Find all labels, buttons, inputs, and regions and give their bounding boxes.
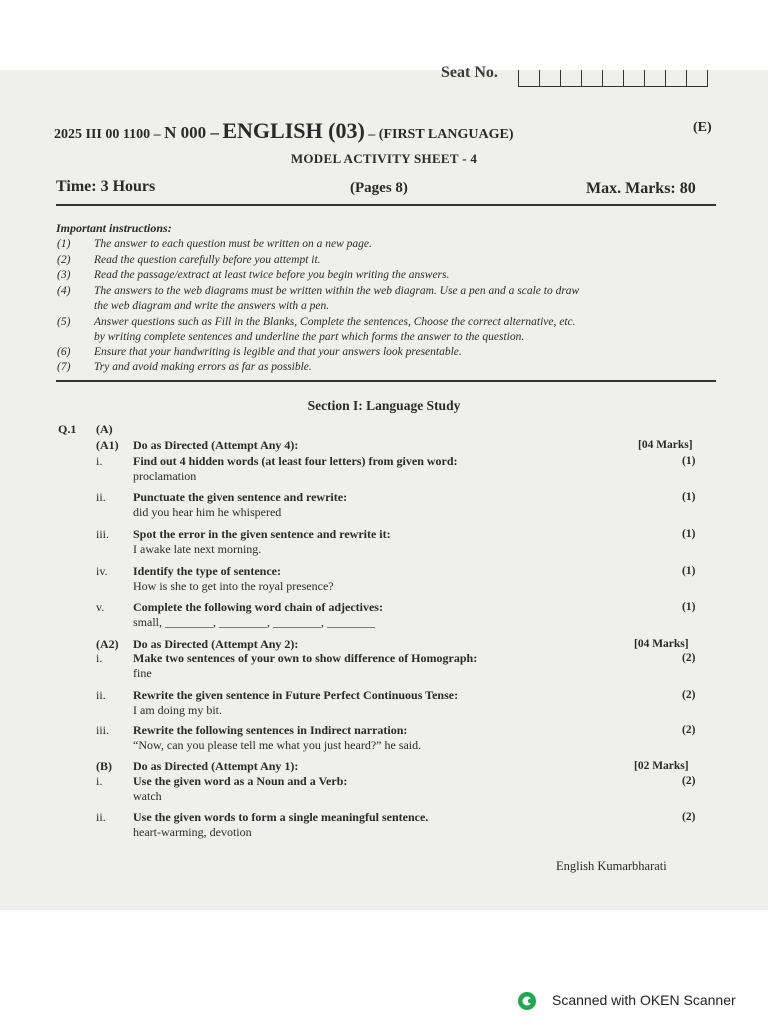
a1-marks: [04 Marks] (638, 439, 693, 451)
item-marks: (2) (682, 811, 696, 823)
instruction-text: the web diagram and write the answers with a pen. (94, 300, 330, 312)
item-number: i. (96, 774, 103, 788)
item-number: iii. (96, 527, 110, 541)
instruction-text: Read the question carefully before you attempt it. (94, 254, 321, 266)
item-number: ii. (96, 688, 106, 702)
instruction-text: by writing complete sentences and underline the part which forms the answer to the question. (94, 331, 525, 343)
instructions-divider (56, 380, 716, 382)
seat-number-boxes (518, 70, 708, 87)
item-given-text: proclamation (133, 469, 197, 483)
item-given-text: I am doing my bit. (133, 703, 222, 717)
item-marks: (2) (682, 689, 696, 701)
subject-title: ENGLISH (03) (222, 118, 365, 143)
instruction-text: Answer questions such as Fill in the Blanks, Complete the sentences, Choose the correct alternative, etc. (94, 316, 576, 328)
instruction-text: The answers to the web diagrams must be written within the web diagram. Use a pen and a scale to draw (94, 285, 580, 297)
item-marks: (2) (682, 652, 696, 664)
item-marks: (1) (682, 528, 696, 540)
pages-label: (Pages 8) (350, 180, 408, 196)
item-number: i. (96, 454, 103, 468)
item-prompt: Rewrite the following sentences in Indirect narration: (133, 723, 408, 737)
item-marks: (2) (682, 724, 696, 736)
a1-label: (A1) (96, 438, 119, 452)
paper-code-line (54, 118, 513, 144)
item-marks: (1) (682, 565, 696, 577)
b-marks: [02 Marks] (634, 760, 689, 772)
item-number: iii. (96, 723, 110, 737)
oken-scanner-logo-icon (517, 991, 537, 1011)
item-number: i. (96, 651, 103, 665)
question-number: Q.1 (58, 422, 77, 436)
sheet-title: MODEL ACTIVITY SHEET - 4 (290, 151, 478, 166)
section-title: Section I: Language Study (307, 398, 461, 413)
a1-title: Do as Directed (Attempt Any 4): (133, 438, 299, 452)
item-given-text: watch (133, 789, 162, 803)
item-marks: (2) (682, 775, 696, 787)
item-number: v. (96, 600, 105, 614)
part-a-label: (A) (96, 422, 113, 436)
header-divider (56, 204, 716, 206)
item-marks: (1) (682, 601, 696, 613)
instruction-text: Ensure that your handwriting is legible and that your answers look presentable. (94, 346, 462, 358)
code-prefix: 2025 III 00 1100 – (54, 127, 161, 142)
item-given-text: How is she to get into the royal presence? (133, 579, 334, 593)
paper-code: N 000 – (164, 123, 219, 142)
seat-number-label: Seat No. (441, 64, 498, 81)
scanner-watermark-text: Scanned with OKEN Scanner (552, 992, 736, 1008)
instructions-heading: Important instructions: (56, 221, 172, 235)
item-prompt: Use the given word as a Noun and a Verb: (133, 774, 348, 788)
item-given-text: I awake late next morning. (133, 542, 262, 556)
item-given-text: did you hear him he whispered (133, 505, 282, 519)
a2-title: Do as Directed (Attempt Any 2): (133, 637, 299, 651)
instruction-number: (7) (57, 361, 71, 373)
language-label: – (FIRST LANGUAGE) (368, 127, 514, 142)
item-given-text: fine (133, 666, 152, 680)
instruction-text: Read the passage/extract at least twice before you begin writing the answers. (94, 269, 450, 281)
a2-marks: [04 Marks] (634, 638, 689, 650)
item-prompt: Complete the following word chain of adjectives: (133, 600, 383, 614)
time-label: Time: 3 Hours (56, 178, 156, 195)
item-number: ii. (96, 490, 106, 504)
item-prompt: Rewrite the given sentence in Future Perfect Continuous Tense: (133, 688, 459, 702)
instruction-text: Try and avoid making errors as far as possible. (94, 361, 312, 373)
footer-publisher: English Kumarbharati (556, 859, 667, 873)
item-given-text: heart-warming, devotion (133, 825, 252, 839)
a2-label: (A2) (96, 637, 119, 651)
item-given-text: “Now, can you please tell me what you just heard?” he said. (133, 738, 422, 752)
instruction-number: (1) (57, 238, 71, 250)
item-prompt: Identify the type of sentence: (133, 564, 281, 578)
instruction-number: (2) (57, 254, 71, 266)
item-marks: (1) (682, 455, 696, 467)
instruction-text: The answer to each question must be written on a new page. (94, 238, 372, 250)
item-prompt: Punctuate the given sentence and rewrite: (133, 490, 348, 504)
instruction-number: (6) (57, 346, 71, 358)
instruction-number: (3) (57, 269, 71, 281)
item-prompt: Find out 4 hidden words (at least four letters) from given word: (133, 454, 458, 468)
item-given-text: small, ________, ________, ________, ________ (133, 615, 375, 629)
item-prompt: Make two sentences of your own to show difference of Homograph: (133, 651, 478, 665)
item-number: iv. (96, 564, 108, 578)
item-prompt: Spot the error in the given sentence and rewrite it: (133, 527, 391, 541)
b-title: Do as Directed (Attempt Any 1): (133, 759, 299, 773)
medium-label: (E) (693, 120, 712, 135)
item-marks: (1) (682, 491, 696, 503)
instruction-number: (5) (57, 316, 71, 328)
item-number: ii. (96, 810, 106, 824)
max-marks-label: Max. Marks: 80 (586, 180, 696, 197)
item-prompt: Use the given words to form a single meaningful sentence. (133, 810, 429, 824)
b-label: (B) (96, 759, 112, 773)
instruction-number: (4) (57, 285, 71, 297)
